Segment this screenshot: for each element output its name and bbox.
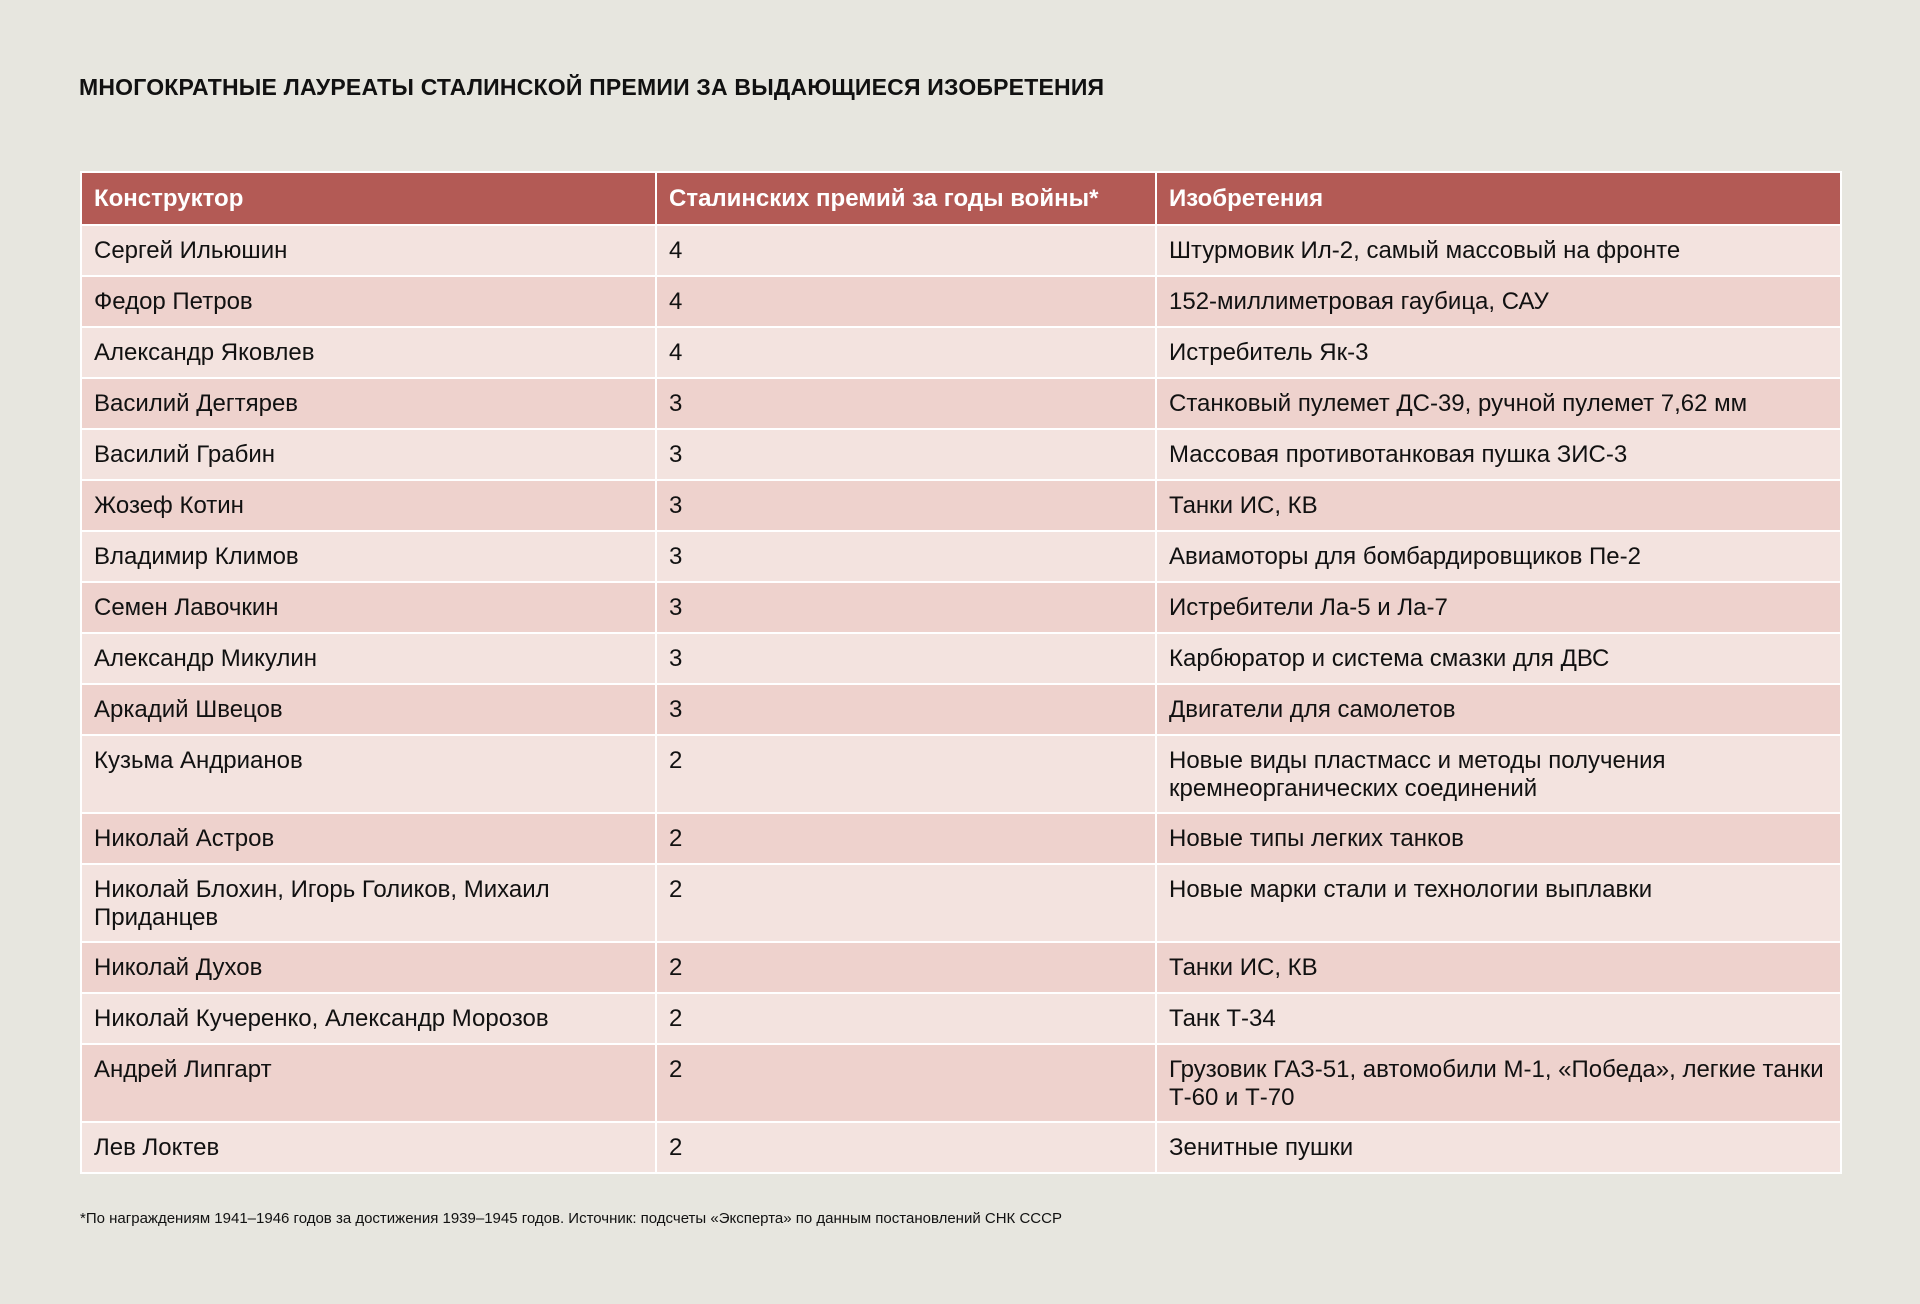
- header-inventions: Изобретения: [1156, 172, 1841, 225]
- cell-constructor: Аркадий Швецов: [81, 684, 656, 735]
- cell-prizes: 2: [656, 1044, 1156, 1122]
- cell-prizes: 2: [656, 864, 1156, 942]
- table-row: [81, 378, 1841, 429]
- cell-invention: Танки ИС, КВ: [1156, 480, 1841, 531]
- cell-invention: Станковый пулемет ДС-39, ручной пулемет 7,62 мм: [1156, 378, 1841, 429]
- table-row: [81, 582, 1841, 633]
- cell-invention: 152-миллиметровая гаубица, САУ: [1156, 276, 1841, 327]
- table-row: [81, 993, 1841, 1044]
- table-row: [81, 531, 1841, 582]
- cell-invention: Массовая противотанковая пушка ЗИС-3: [1156, 429, 1841, 480]
- cell-constructor: Николай Кучеренко, Александр Морозов: [81, 993, 656, 1044]
- cell-invention: Зенитные пушки: [1156, 1122, 1841, 1173]
- cell-prizes: 4: [656, 225, 1156, 276]
- cell-constructor: Семен Лавочкин: [81, 582, 656, 633]
- cell-invention: Авиамоторы для бомбардировщиков Пе-2: [1156, 531, 1841, 582]
- cell-prizes: 3: [656, 684, 1156, 735]
- cell-constructor: Василий Дегтярев: [81, 378, 656, 429]
- cell-constructor: Василий Грабин: [81, 429, 656, 480]
- table-row: [81, 276, 1841, 327]
- cell-invention: Новые виды пластмасс и методы получения кремнеорганических соединений: [1156, 735, 1841, 813]
- cell-constructor: Николай Духов: [81, 942, 656, 993]
- cell-constructor: Николай Астров: [81, 813, 656, 864]
- cell-prizes: 3: [656, 378, 1156, 429]
- cell-invention: Карбюратор и система смазки для ДВС: [1156, 633, 1841, 684]
- table-row: [81, 1122, 1841, 1173]
- table-row: [81, 684, 1841, 735]
- cell-prizes: 3: [656, 582, 1156, 633]
- table-row: [81, 864, 1841, 942]
- cell-prizes: 3: [656, 531, 1156, 582]
- cell-invention: Штурмовик Ил-2, самый массовый на фронте: [1156, 225, 1841, 276]
- header-constructor: Конструктор: [81, 172, 656, 225]
- cell-prizes: 3: [656, 480, 1156, 531]
- table-row: [81, 813, 1841, 864]
- cell-constructor: Николай Блохин, Игорь Голиков, Михаил Приданцев: [81, 864, 656, 942]
- cell-invention: Грузовик ГАЗ-51, автомобили М-1, «Победа», легкие танки Т-60 и Т-70: [1156, 1044, 1841, 1122]
- cell-constructor: Федор Петров: [81, 276, 656, 327]
- cell-constructor: Александр Яковлев: [81, 327, 656, 378]
- cell-prizes: 2: [656, 942, 1156, 993]
- table-row: [81, 327, 1841, 378]
- cell-prizes: 2: [656, 735, 1156, 813]
- cell-constructor: Жозеф Котин: [81, 480, 656, 531]
- cell-prizes: 4: [656, 276, 1156, 327]
- table-row: [81, 480, 1841, 531]
- table-row: [81, 942, 1841, 993]
- table-row: [81, 225, 1841, 276]
- cell-invention: Истребители Ла-5 и Ла-7: [1156, 582, 1841, 633]
- cell-prizes: 4: [656, 327, 1156, 378]
- laureates-table-container: [80, 171, 1840, 1174]
- cell-constructor: Лев Локтев: [81, 1122, 656, 1173]
- cell-prizes: 2: [656, 813, 1156, 864]
- cell-invention: Танки ИС, КВ: [1156, 942, 1841, 993]
- footnote: *По награждениям 1941–1946 годов за достижения 1939–1945 годов. Источник: подсчеты «Эксперта» по данным постановлений СНК СССР: [80, 1210, 1062, 1227]
- cell-prizes: 2: [656, 993, 1156, 1044]
- cell-invention: Новые марки стали и технологии выплавки: [1156, 864, 1841, 942]
- cell-constructor: Александр Микулин: [81, 633, 656, 684]
- cell-constructor: Андрей Липгарт: [81, 1044, 656, 1122]
- page-title: МНОГОКРАТНЫЕ ЛАУРЕАТЫ СТАЛИНСКОЙ ПРЕМИИ ЗА ВЫДАЮЩИЕСЯ ИЗОБРЕТЕНИЯ: [79, 74, 1105, 100]
- cell-prizes: 3: [656, 633, 1156, 684]
- cell-constructor: Сергей Ильюшин: [81, 225, 656, 276]
- table-header-row: [81, 172, 1841, 225]
- cell-prizes: 3: [656, 429, 1156, 480]
- cell-invention: Истребитель Як-3: [1156, 327, 1841, 378]
- cell-constructor: Кузьма Андрианов: [81, 735, 656, 813]
- cell-invention: Новые типы легких танков: [1156, 813, 1841, 864]
- cell-prizes: 2: [656, 1122, 1156, 1173]
- cell-constructor: Владимир Климов: [81, 531, 656, 582]
- table-row: [81, 429, 1841, 480]
- table-row: [81, 1044, 1841, 1122]
- laureates-table: [80, 171, 1842, 1174]
- header-prizes: Сталинских премий за годы войны*: [656, 172, 1156, 225]
- cell-invention: Танк Т-34: [1156, 993, 1841, 1044]
- table-row: [81, 633, 1841, 684]
- cell-invention: Двигатели для самолетов: [1156, 684, 1841, 735]
- table-row: [81, 735, 1841, 813]
